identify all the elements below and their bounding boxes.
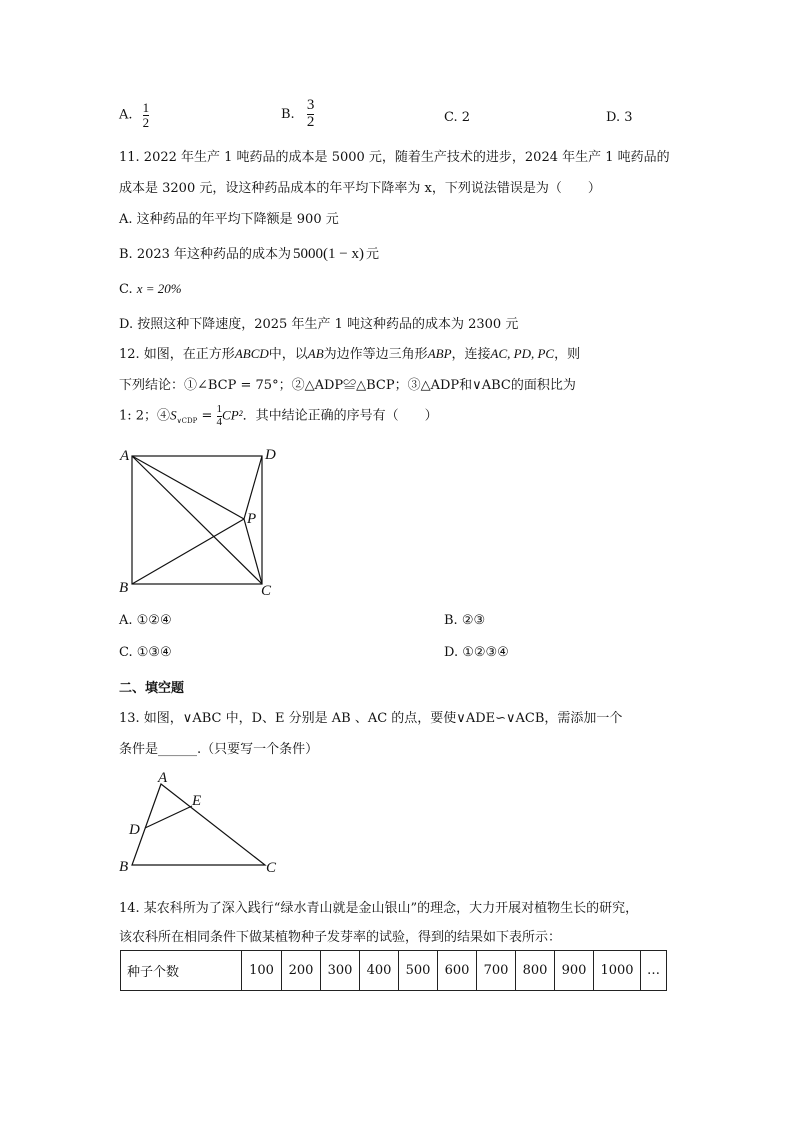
table-cell: 100 bbox=[242, 951, 282, 991]
table-cell: 500 bbox=[399, 951, 438, 991]
square-abcd-figure bbox=[110, 442, 290, 600]
table-cell: 300 bbox=[321, 951, 360, 991]
table-cell: 1000 bbox=[594, 951, 641, 991]
table-cell: … bbox=[641, 951, 667, 991]
q12-option-b: B. ②③ bbox=[444, 613, 486, 628]
segment-pc bbox=[244, 519, 262, 584]
table-cell: 800 bbox=[516, 951, 555, 991]
q11-option-a: A. 这种药品的年平均下降额是 900 元 bbox=[119, 212, 339, 227]
q12-option-a: A. ①②④ bbox=[119, 613, 172, 628]
q12-option-c: C. ①③④ bbox=[119, 645, 172, 660]
fraction-one-half: $\frac{1}{2}$ bbox=[142, 100, 150, 130]
table-cell: 600 bbox=[438, 951, 477, 991]
label-e: E bbox=[192, 793, 202, 809]
q14-stem-line1: 14. 某农科所为了深入践行“绿水青山就是金山银山”的理念，大力开展对植物生长的研究， bbox=[119, 901, 639, 916]
table-cell: 400 bbox=[360, 951, 399, 991]
q10-option-d: D. 3 bbox=[606, 110, 633, 125]
q12-stem-line1: 12. 如图，在正方形ABCD中，以AB为边作等边三角形ABP，连接AC, PD, PC，则 bbox=[119, 346, 581, 362]
section-title: 二、填空题 bbox=[119, 681, 185, 696]
label-b: B bbox=[119, 859, 129, 875]
label-b: B bbox=[119, 580, 129, 596]
label-a: A bbox=[120, 448, 130, 464]
fraction-three-halves: $\frac{3}{2}$ bbox=[306, 97, 315, 130]
q10-option-c: C. 2 bbox=[444, 110, 471, 125]
q13-stem-line2: 条件是______.（只要写一个条件） bbox=[119, 742, 319, 757]
q11-option-b: B. 2023 年这种药品的成本为 5000(1 − x) 元 bbox=[119, 246, 380, 262]
q10-option-a: A. $\frac{1}{2}$ bbox=[119, 100, 150, 130]
seed-count-table bbox=[120, 950, 667, 991]
q12-stem-line3: 1: 2；$④S_{\vee CDP}$ = $\frac{1}{4}$ CP²．其中结论正确的序号有（ ） bbox=[119, 403, 438, 428]
label-d: D bbox=[265, 447, 276, 463]
table-header-cell: 种子个数 bbox=[121, 951, 242, 991]
q11-option-d: D. 按照这种下降速度，2025 年生产 1 吨这种药品的成本为 2300 元 bbox=[119, 317, 519, 332]
q11-stem-line2: 成本是 3200 元，设这种药品成本的年平均下降率为 x，下列说法错误是为（ ） bbox=[119, 181, 601, 196]
table-row bbox=[121, 951, 667, 991]
q12-stem-line2: 下列结论：①∠BCP = 75°；②△ADP≌△BCP；③△ADP和∨ABC的面积比为 bbox=[119, 378, 576, 393]
table-cell: 700 bbox=[477, 951, 516, 991]
segment-bp bbox=[132, 519, 244, 584]
label-p: P bbox=[247, 511, 257, 527]
label-a: A bbox=[158, 770, 168, 786]
label-c: C bbox=[261, 583, 272, 599]
segment-pd bbox=[244, 456, 262, 519]
table-cell: 900 bbox=[555, 951, 594, 991]
segment-ap bbox=[132, 456, 244, 519]
q14-stem-line2: 该农科所在相同条件下做某植物种子发芽率的试验，得到的结果如下表所示： bbox=[119, 930, 562, 945]
q11-stem-line1: 11. 2022 年生产 1 吨药品的成本是 5000 元，随着生产技术的进步，2024 年生产 1 吨药品的 bbox=[119, 150, 670, 165]
q13-stem-line1: 13. 如图，∨ABC 中，D、E 分别是 AB 、AC 的点，要使∨ADE∽∨ACB，需添加一个 bbox=[119, 711, 623, 726]
q10-option-b: B. $\frac{3}{2}$ bbox=[281, 97, 315, 130]
q12-option-d: D. ①②③④ bbox=[444, 645, 509, 660]
table-cell: 200 bbox=[282, 951, 321, 991]
label-c: C bbox=[266, 860, 277, 876]
q11-option-c: C. x = 20% bbox=[119, 281, 182, 297]
label-d: D bbox=[129, 822, 140, 838]
triangle-abc-figure bbox=[110, 768, 290, 878]
